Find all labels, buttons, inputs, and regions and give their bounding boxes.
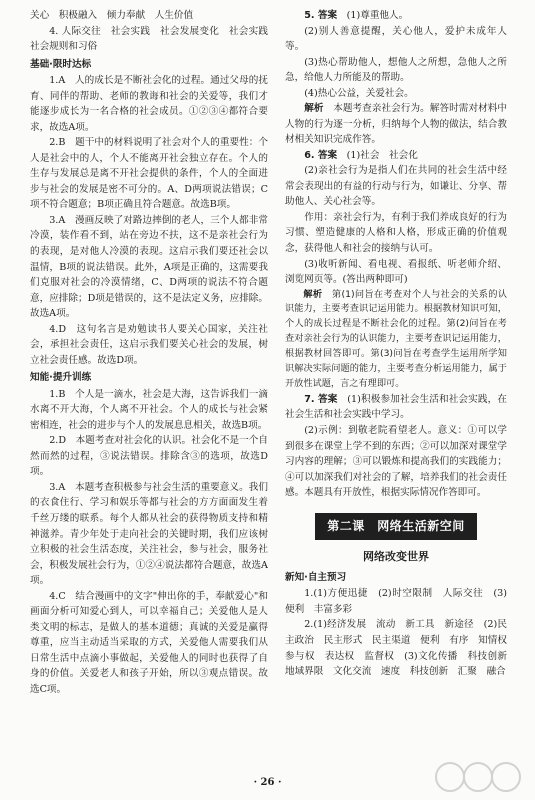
basic-answer-2: 2.B 题干中的材料说明了社会对个人的重要性：个人是社会中的人，个人不能离开社会独立存在。个人的生存与发展总是离不开社会提供的条件，个人的全面进步与社会的发展是密不可分的。A、D两项说法错误；C项不符合题意；B项正确且符合题意。故选B项。 [30, 137, 268, 211]
right-column [285, 8, 517, 680]
answer-6-line-1: 6. 答案 (1)社会 社会化 [304, 149, 418, 161]
answer-5-line-3: (3)热心帮助他人，想他人之所想，急他人之所急，给他人力所能及的帮助。 [285, 56, 507, 84]
intro-line-1: 关心 积极融入 倾力奉献 人生价值 [30, 10, 194, 21]
lesson-banner-wrap [285, 513, 507, 540]
watermark-logo-icon [433, 760, 523, 794]
answer-5-line-1: 5. 答案 (1)尊重他人。 [304, 10, 409, 21]
answer-6-line-3: 作用：亲社会行为，有利于我们养成良好的行为习惯、塑造健康的人格和人格，形成正确的价值观念，获得他人和社会的接纳与认可。 [285, 211, 507, 254]
advanced-answer-3: 3.A 本题考查积极参与社会生活的重要意义。我们的衣食住行、学习和娱乐等都与社会的方方面面发生着千丝万缕的联系。每个人都从社会的获得物质支持和精神滋养。青少年处于走向社会的关键时期，我们应该树立积极的社会生活态度，关注社会，参与社会，服务社会，积极发展社会行为，①②④说法都符合题意，故选A项。 [30, 481, 268, 587]
lesson-subtitle: 网络改变世界 [363, 550, 429, 564]
preview-answer-2: 2.(1)经济发展 流动 新工具 新途径 (2)民主政治 民主形式 民主渠道 便利 有序 知情权 参与权 表达权 监督权 (3)文化传播 科技创新 地域界限 文化交流 速度 科技创新 汇聚 融合 [285, 619, 517, 678]
preview-answer-1: 1.(1)方便迅捷 (2)时空限制 人际交往 (3)便利 丰富多彩 [285, 588, 507, 615]
analysis-5: 解析 本题考查亲社会行为。解答时需对材料中人物的行为逐一分析，归纳每个人物的做法，结合教材相关知识完成作答。 [285, 103, 508, 146]
answer-6-line-2: (2)亲社会行为是指人们在共同的社会生活中经常会表现出的有益的行动与行为，如谦让、分享、帮助他人、关心社会等。 [285, 165, 507, 208]
basic-answer-1: 1.A 人的成长是不断社会化的过程。通过父母的抚育、同伴的帮助、老师的教诲和社会的关爱等，我们才能逐步成长为一名合格的社会成员。①②③④都符合要求，故选A项。 [30, 75, 268, 133]
basic-answer-3: 3.A 漫画反映了对路边摔倒的老人，三个人都非常冷漠，装作看不到，站在旁边不扶，这不是亲社会行为的表现，是对他人冷漠的表现。这启示我们要还社会以温情，B项的说法错误。此外，A项是正确的，这需要我们克服对社会的冷漠情绪，C、D两项的说法不符合题意，应排除；D项是错误的，这不是法定义务，应排除。故选A项。 [30, 214, 268, 320]
answer-7-line-2: (2)示例：到敬老院看望老人。意义：①可以学到很多在课堂上学不到的东西；②可以加深对课堂学习内容的理解；③可以锻炼和提高我们的实践能力；④可以加深我们对社会的了解，培养我们的社会责任感。本题具有开放性，根据实际情况作答即可。 [285, 424, 507, 499]
answer-7-line-1: 7. 答案 (1)积极参加社会生活和社会实践，在社会生活和社会实践中学习。 [285, 393, 508, 421]
basic-answer-4: 4.D 这句名言是劝勉读书人要关心国家，关注社会，承担社会责任，这启示我们要关心社会的发展，树立社会责任感。故选D项。 [30, 323, 268, 366]
analysis-6-label: 解析 [303, 288, 323, 300]
advanced-answer-2: 2.D 本题考查对社会化的认识。社会化不是一个自然而然的过程，③说法错误。排除含③的选项，故选D项。 [30, 435, 268, 478]
left-column [30, 8, 278, 697]
answer-5-line-2: (2)别人善意提醒，关心他人，爱护未成年人等。 [285, 25, 507, 53]
answer-5-label: 5. 答案 [304, 10, 338, 21]
section-heading-preview: 新知·自主预习 [285, 571, 347, 583]
section-heading-advanced: 知能·提升训练 [30, 372, 92, 384]
answer-6-label: 6. 答案 [304, 149, 338, 161]
advanced-answer-1: 1.B 个人是一滴水，社会是大海，这告诉我们一滴水离不开大海，个人离不开社会。个人的成长与社会紧密相连，社会的进步与个人的发展息息相关，故选B项。 [30, 388, 268, 431]
lesson-banner: 第二课 网络生活新空间 [315, 513, 477, 540]
answer-7-label: 7. 答案 [304, 393, 338, 405]
page-number: · 26 · [253, 777, 282, 788]
advanced-answer-4: 4.C 结合漫画中的文字"伸出你的手，奉献爱心"和画面分析可知爱心到人，可以幸福自己；关爱他人是人类文明的标志，是做人的基本道德；真诚的关爱是赢得尊重，应当主动适当采取的方式，关爱他人需要我们从日常生活中点滴小事做起，关爱他人的同时也获得了自身的价值。关爱老人和孩子开始，所以③观点错误。故选C项。 [30, 590, 268, 695]
analysis-5-label: 解析 [304, 103, 324, 115]
answer-5-line-4: (4)热心公益，关爱社会。 [304, 87, 414, 99]
intro-line-2: 4. 人际交往 社会实践 社会发展变化 社会实践 社会规则和习俗 [30, 25, 278, 53]
analysis-6: 解析 第(1)问旨在考查对个人与社会的关系的认识能力，主要考查识记运用能力。根据教材知识可知，个人的成长过程是不断社会化的过程。第(2)问旨在考查对亲社会行为的认识能力，主要考查识记运用能力，根据教材回答即可。第(3)问旨在考查学生运用所学知识解决实际问题的能力，主要考查分析运用能力，属于开放性试题，言之有理即可。 [285, 288, 508, 389]
answer-6-line-4: (3)收听新闻、看电视、看报纸、听老师介绍、浏览网页等。(答出两种即可) [285, 258, 507, 286]
section-heading-basic: 基础·限时达标 [30, 58, 92, 70]
